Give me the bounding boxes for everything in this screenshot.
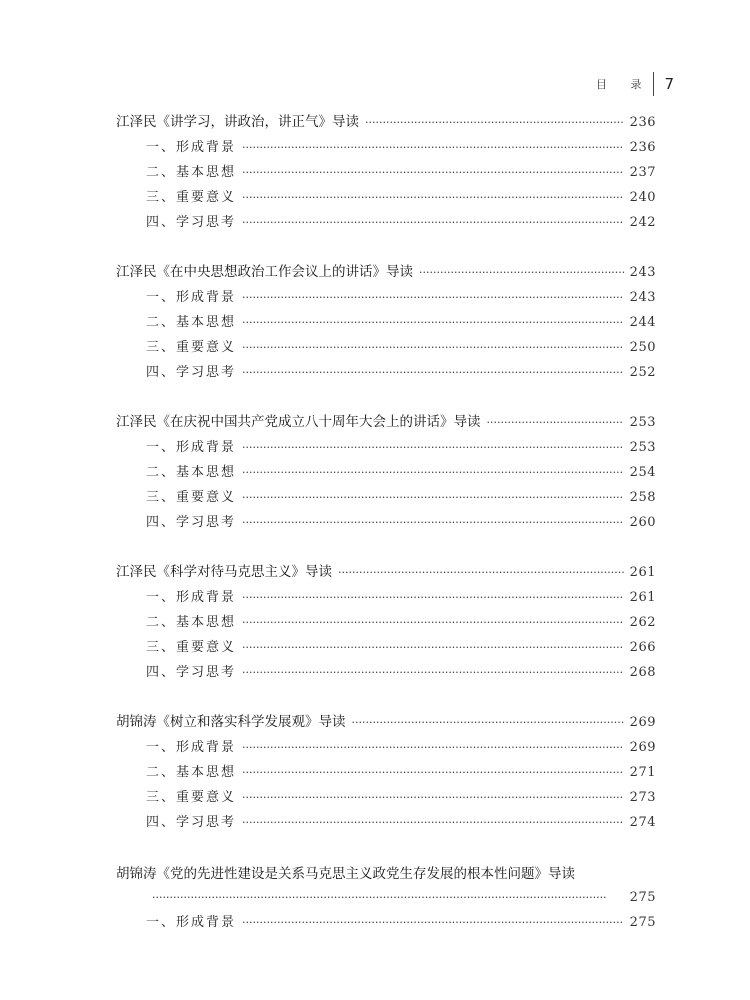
leader-dots bbox=[242, 660, 624, 685]
entry-title: 胡锦涛《党的先进性建设是关系马克思主义政党生存发展的根本性问题》导读 bbox=[116, 866, 575, 882]
entry-page: 275 bbox=[629, 915, 656, 930]
toc-entry-sub[interactable] bbox=[116, 335, 656, 360]
leader-dots bbox=[487, 410, 624, 435]
leader-dots bbox=[242, 810, 624, 835]
toc-entry-title[interactable] bbox=[116, 560, 656, 585]
entry-page: 269 bbox=[629, 715, 656, 730]
entry-label: 二、基本思想 bbox=[146, 615, 237, 630]
entry-page: 236 bbox=[629, 140, 656, 155]
toc-entry-title[interactable] bbox=[116, 260, 656, 285]
leader-dots bbox=[242, 310, 624, 335]
entry-label: 一、形成背景 bbox=[146, 140, 237, 155]
toc-entry-sub[interactable] bbox=[116, 735, 656, 760]
leader-dots bbox=[242, 160, 624, 185]
entry-page: 261 bbox=[629, 565, 656, 580]
page-number: 7 bbox=[664, 75, 674, 93]
toc-entry-sub[interactable] bbox=[116, 310, 656, 335]
toc-entry-sub[interactable] bbox=[116, 810, 656, 835]
entry-label: 一、形成背景 bbox=[146, 915, 237, 930]
entry-page: 268 bbox=[629, 665, 656, 680]
entry-label: 四、学习思考 bbox=[146, 365, 237, 380]
leader-dots bbox=[242, 510, 624, 535]
toc-entry-sub[interactable] bbox=[116, 185, 656, 210]
leader-dots bbox=[242, 285, 624, 310]
entry-page: 237 bbox=[629, 165, 656, 180]
toc-entry-sub[interactable] bbox=[116, 485, 656, 510]
entry-page: 243 bbox=[629, 265, 656, 280]
toc-entry-sub[interactable] bbox=[116, 910, 656, 935]
entry-page: 254 bbox=[629, 465, 656, 480]
leader-dots bbox=[152, 885, 624, 910]
leader-dots bbox=[242, 485, 624, 510]
toc-entry-sub[interactable] bbox=[116, 785, 656, 810]
leader-dots bbox=[242, 185, 624, 210]
entry-title: 江泽民《科学对待马克思主义》导读 bbox=[116, 564, 332, 580]
entry-label: 四、学习思考 bbox=[146, 215, 237, 230]
leader-dots bbox=[242, 135, 624, 160]
toc-entry-sub[interactable] bbox=[116, 360, 656, 385]
toc-entry-sub[interactable] bbox=[116, 610, 656, 635]
entry-label: 一、形成背景 bbox=[146, 740, 237, 755]
toc-entry-sub[interactable] bbox=[116, 460, 656, 485]
entry-page: 271 bbox=[629, 765, 656, 780]
leader-dots bbox=[242, 435, 624, 460]
toc-entry-title[interactable] bbox=[116, 860, 656, 885]
leader-dots bbox=[242, 210, 624, 235]
toc-section bbox=[116, 560, 656, 685]
entry-page: 261 bbox=[629, 590, 656, 605]
entry-label: 一、形成背景 bbox=[146, 440, 237, 455]
header-divider bbox=[653, 72, 654, 96]
entry-page: 275 bbox=[629, 890, 656, 905]
entry-page: 262 bbox=[629, 615, 656, 630]
toc-entry-sub[interactable] bbox=[116, 585, 656, 610]
entry-page: 266 bbox=[629, 640, 656, 655]
leader-dots bbox=[242, 910, 624, 935]
leader-dots bbox=[242, 635, 624, 660]
running-header bbox=[596, 72, 674, 96]
toc-entry-title[interactable] bbox=[116, 410, 656, 435]
leader-dots bbox=[242, 735, 624, 760]
entry-label: 四、学习思考 bbox=[146, 665, 237, 680]
entry-title: 江泽民《讲学习，讲政治，讲正气》导读 bbox=[116, 114, 359, 130]
entry-label: 三、重要意义 bbox=[146, 490, 237, 505]
leader-dots bbox=[352, 710, 624, 735]
toc-entry-sub[interactable] bbox=[116, 510, 656, 535]
entry-label: 一、形成背景 bbox=[146, 590, 237, 605]
entry-title: 胡锦涛《树立和落实科学发展观》导读 bbox=[116, 714, 346, 730]
entry-page: 243 bbox=[629, 290, 656, 305]
leader-dots bbox=[242, 585, 624, 610]
leader-dots bbox=[242, 460, 624, 485]
entry-page: 242 bbox=[629, 215, 656, 230]
entry-label: 二、基本思想 bbox=[146, 315, 237, 330]
entry-label: 二、基本思想 bbox=[146, 165, 237, 180]
entry-label: 一、形成背景 bbox=[146, 290, 237, 305]
toc-entry-sub[interactable] bbox=[116, 660, 656, 685]
toc-entry-sub[interactable] bbox=[116, 435, 656, 460]
entry-page: 244 bbox=[629, 315, 656, 330]
toc-entry-title[interactable] bbox=[116, 710, 656, 735]
toc-section bbox=[116, 710, 656, 835]
entry-label: 四、学习思考 bbox=[146, 515, 237, 530]
leader-dots bbox=[242, 360, 624, 385]
entry-page: 260 bbox=[629, 515, 656, 530]
entry-title: 江泽民《在庆祝中国共产党成立八十周年大会上的讲话》导读 bbox=[116, 414, 481, 430]
entry-label: 三、重要意义 bbox=[146, 340, 237, 355]
toc-entry-sub[interactable] bbox=[116, 210, 656, 235]
entry-page: 240 bbox=[629, 190, 656, 205]
leader-dots bbox=[242, 785, 624, 810]
toc-section bbox=[116, 110, 656, 235]
table-of-contents bbox=[116, 110, 656, 960]
toc-entry-sub[interactable] bbox=[116, 135, 656, 160]
running-header-label: 目 录 bbox=[595, 78, 652, 91]
entry-label: 三、重要意义 bbox=[146, 190, 237, 205]
entry-page: 274 bbox=[629, 815, 656, 830]
leader-dots bbox=[419, 260, 624, 285]
toc-entry-sub[interactable] bbox=[116, 160, 656, 185]
leader-dots bbox=[338, 560, 624, 585]
entry-title: 江泽民《在中央思想政治工作会议上的讲话》导读 bbox=[116, 264, 413, 280]
entry-page: 253 bbox=[629, 440, 656, 455]
entry-page: 250 bbox=[629, 340, 656, 355]
leader-dots bbox=[242, 335, 624, 360]
entry-page: 236 bbox=[629, 115, 656, 130]
entry-page: 273 bbox=[629, 790, 656, 805]
leader-dots bbox=[365, 110, 624, 135]
toc-entry-sub[interactable] bbox=[116, 635, 656, 660]
entry-label: 二、基本思想 bbox=[146, 765, 237, 780]
entry-label: 三、重要意义 bbox=[146, 640, 237, 655]
entry-label: 二、基本思想 bbox=[146, 465, 237, 480]
toc-entry-sub[interactable] bbox=[116, 285, 656, 310]
entry-label: 三、重要意义 bbox=[146, 790, 237, 805]
leader-dots bbox=[242, 610, 624, 635]
toc-entry-title[interactable] bbox=[116, 110, 656, 135]
toc-section bbox=[116, 860, 656, 935]
entry-page: 258 bbox=[629, 490, 656, 505]
toc-section bbox=[116, 410, 656, 535]
entry-page: 253 bbox=[629, 415, 656, 430]
leader-dots bbox=[242, 760, 624, 785]
toc-entry-sub[interactable] bbox=[116, 760, 656, 785]
entry-label: 四、学习思考 bbox=[146, 815, 237, 830]
toc-entry-title-continuation[interactable] bbox=[116, 885, 656, 910]
entry-page: 252 bbox=[629, 365, 656, 380]
entry-page: 269 bbox=[629, 740, 656, 755]
toc-section bbox=[116, 260, 656, 385]
